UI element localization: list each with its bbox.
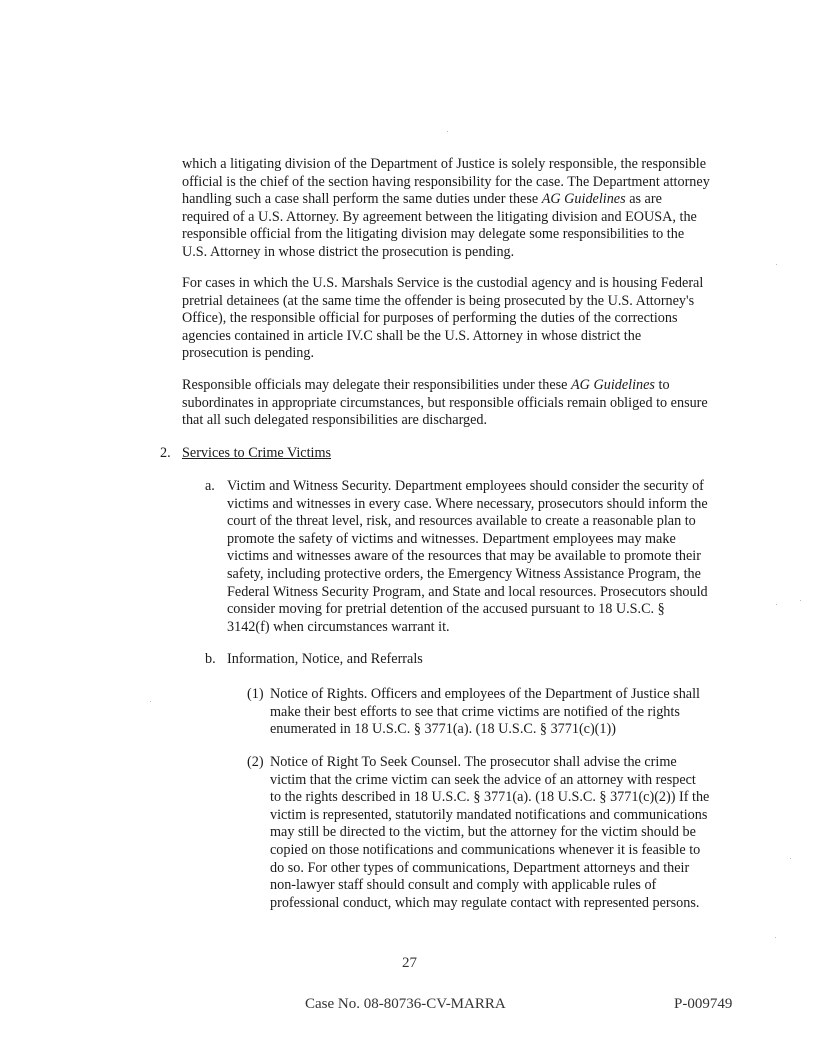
case-number: Case No. 08-80736-CV-MARRA <box>305 996 506 1012</box>
section-2-heading: Services to Crime Victims <box>182 445 332 461</box>
item-b-heading: Information, Notice, and Referrals <box>227 651 423 667</box>
paragraph-marshals-service: For cases in which the U.S. Marshals Service is the custodial agency and is housing Federal pretrial detainees (at the same time the offender is being prosecuted by the U.S. Attorney's Office), the responsible official for purposes of performing the duties of the corrections agencies contained in article IV.C shall be the U.S. Attorney in whose district the prosecution is pending. <box>182 275 704 362</box>
paragraph-responsible-official <box>182 156 710 262</box>
subitem-1-notice-of-rights: Notice of Rights. Officers and employees of the Department of Justice shall make their best efforts to see that crime victims are notified of the rights enumerated in 18 U.S.C. § 3771(a). (18 U.S.C. § 3771(c)(1)) <box>270 686 700 738</box>
item-a-marker: a. <box>205 478 215 494</box>
subitem-2-right-to-counsel: Notice of Right To Seek Counsel. The prosecutor shall advise the crime victim that the crime victim can seek the advice of an attorney with respect to the rights described in 18 U.S.C. § 3771(a). (18 U.S.C. § 3771(c)(2)) If the victim is represented, statutorily mandated notifications and communications may still be directed to the victim, but the attorney for the victim should be copied on those notifications and communications whenever it is feasible to do so. For other types of communications, Department attorneys and their non-lawyer staff should consult and comply with applicable rules of professional conduct, which may regulate contact with represented persons. <box>270 754 710 911</box>
paragraph-delegation <box>182 377 710 430</box>
item-a-victim-witness-security: Victim and Witness Security. Department employees should consider the security of victims and witnesses in every case. Where necessary, prosecutors should inform the court of the threat level, risk, and resources available to create a reasonable plan to promote the safety of victims and witnesses. Department employees may make victims and witnesses aware of the resources that may be available to promote their safety, including protective orders, the Emergency Witness Assistance Program, the Federal Witness Security Program, and State and local resources. Prosecutors should consider moving for pretrial detention of the accused pursuant to 18 U.S.C. § 3142(f) when circumstances warrant it. <box>227 478 708 635</box>
subitem-1-marker: (1) <box>247 686 264 702</box>
paragraph-text: as are required of a U.S. Attorney. By agreement between the litigating division and EOUSA, the responsible official from the litigating division may delegate some responsibilities to the U.S. Attorney in whose district the prosecution is pending. <box>182 191 697 260</box>
paragraph-text: which a litigating division of the Department of Justice is solely responsible, the responsible official is the chief of the section having responsibility for the case. The Department attorney handling such a case shall perform the same duties under these <box>182 156 710 208</box>
paragraph-text: Responsible officials may delegate their responsibilities under these <box>182 377 572 393</box>
paragraph-text: to subordinates in appropriate circumstances, but responsible officials remain obliged to ensure that all such delegated responsibilities are discharged. <box>182 377 708 429</box>
page-number: 27 <box>402 955 417 971</box>
section-2-number: 2. <box>160 445 171 461</box>
emphasis-text: AG Guidelines <box>541 191 626 208</box>
emphasis-text: AG Guidelines <box>571 377 655 393</box>
subitem-2-marker: (2) <box>247 754 264 770</box>
bates-number: P-009749 <box>674 996 733 1012</box>
item-b-marker: b. <box>205 651 216 667</box>
